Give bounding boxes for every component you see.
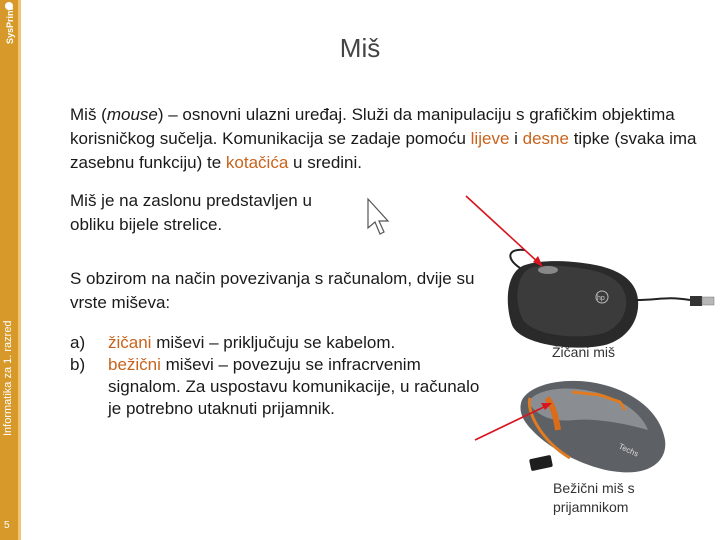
slide-title: Miš (339, 33, 381, 63)
left-button-term: lijeve (470, 129, 510, 148)
wired-mouse-caption: Žičani miš (552, 344, 616, 360)
list-item: b) bežični miševi – povezuju se infracrvenim signalom. Za uspostavu komunikacije, u računalo je potrebno utaknuti prijamnik. (70, 355, 480, 418)
svg-text:Techs: Techs (617, 441, 640, 459)
page-number: 5 (4, 520, 10, 531)
pointer-arrow-icon (368, 199, 388, 234)
wheel-term: kotačića (225, 153, 289, 172)
svg-text:hp: hp (597, 295, 605, 302)
wheel-pointer-arrow (466, 196, 543, 267)
pointer-paragraph: Miš je na zaslonu predstavljen u obliku bijele strelice. (70, 191, 312, 234)
list-item: a) žičani miševi – priključuju se kabelom. (70, 333, 396, 352)
intro-paragraph: Miš (mouse) – osnovni ulazni uređaj. Služi da manipulaciju s grafičkim objektima korisničkog sučelja. Komunikacija se zadaje pomoću lijeve i desne tipke (svaka ima zasebnu funkciju) te kotačića u sredini. (70, 105, 697, 172)
right-button-term: desne (522, 129, 569, 148)
types-intro: S obzirom na način povezivanja s računalom, dvije su vrste miševa: (70, 269, 475, 312)
wireless-mouse-caption: Bežični miš s prijamnikom (553, 480, 635, 515)
svg-text:SysPrint: SysPrint (5, 7, 15, 44)
side-label: Informatika za 1. razred (2, 320, 14, 436)
wireless-mouse-image (520, 381, 665, 473)
